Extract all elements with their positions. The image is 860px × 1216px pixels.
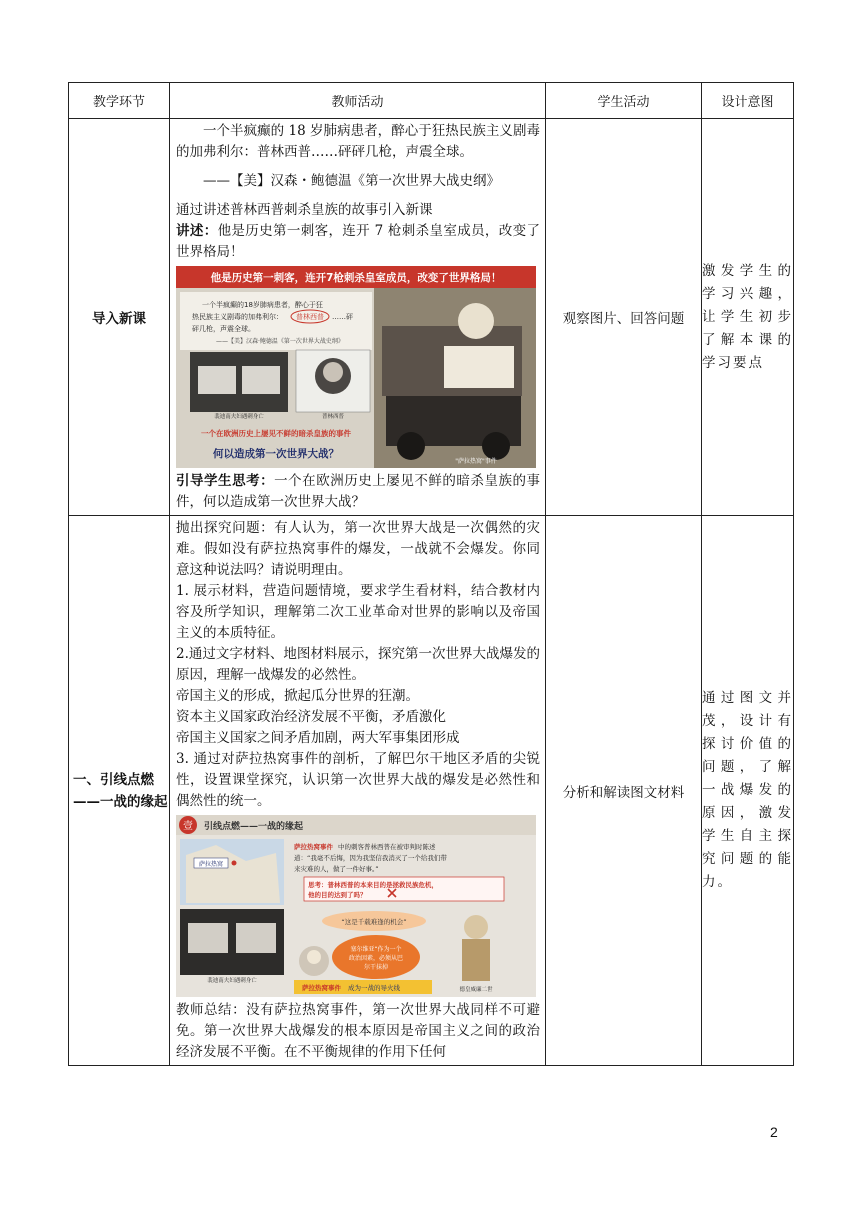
slide-quote-line2b: ……砰	[332, 313, 353, 321]
slide-footer-b: 成为一战的导火线	[348, 984, 400, 992]
teacher-summary: 教师总结：没有萨拉热窝事件，第一次世界大战同样不可避免。第一次世界大战爆发的根本原因是帝国主义之间的政治经济发展不平衡。在不平衡规律的作用下任何	[176, 1002, 540, 1060]
step-2: 2.通过文字材料、地图材料展示，探究第一次世界大战爆发的原因，理解一战爆发的必然性。	[176, 646, 540, 683]
slide-event-text3: 来灾难的人，做了一件好事。”	[294, 865, 379, 873]
explore-question: 抛出探究问题：有人认为，第一次世界大战是一次偶然的灾难。假如没有萨拉热窝事件的爆发，一战就不会爆发。你同意这种说法吗？请说明理由。	[176, 520, 540, 578]
slide-quote-line3: 砰几枪，声震全球。	[192, 325, 255, 333]
lead-in-text: 通过讲述普林西普刺杀皇族的故事引入新课	[176, 202, 433, 218]
slide-event-text1: 中的刺客普林西普在被审判时陈述	[338, 843, 436, 851]
student-activity-intro: 观察图片、回答问题	[546, 119, 702, 516]
design-intent-origin: 通过图文并茂，设计有探讨价值的问题，了解一战爆发的原因，激发学生自主探究问题的能力。	[702, 516, 794, 1066]
slide-caption-left: 裴迪南夫妇遇刺身亡	[214, 414, 264, 420]
step-1: 1. 展示材料，营造问题情境，要求学生看材料，结合教材内容及所学知识，理解第二次工业革命对世界的影响以及帝国主义的本质特征。	[176, 583, 540, 641]
slide-quote-line2a: 热民族主义剧毒的加弗利尔：	[192, 313, 283, 321]
slide-bubble2c: 尔干抹掉	[363, 964, 389, 971]
origin-slide-image	[176, 815, 536, 997]
guide-paragraph	[176, 471, 540, 513]
page-number: 2	[770, 1124, 778, 1140]
point-uneven-development: 资本主义国家政治经济发展不平衡，矛盾激化	[176, 709, 446, 725]
slide-question: 何以造成第一次世界大战？	[213, 448, 339, 460]
slide-caption-right: "萨拉热窝"事件	[455, 458, 497, 465]
header-teacher: 教师活动	[170, 83, 546, 119]
step-3: 3. 通过对萨拉热窝事件的剖析，了解巴尔干地区矛盾的尖锐性，设置课堂探究，认识第一次世界大战的爆发是必然性和偶然性的统一。	[176, 751, 540, 809]
lecture-text: 他是历史第一刺客，连开 7 枪刺杀皇室成员，改变了世界格局！	[176, 223, 541, 260]
stage-intro: 导入新课	[69, 119, 170, 516]
slide-caption-mid: 普林西普	[321, 414, 345, 420]
slide-badge: 壹	[183, 821, 193, 832]
guide-label: 引导学生思考：	[176, 473, 275, 489]
header-intent: 设计意图	[702, 83, 794, 119]
teacher-activity-intro	[170, 119, 546, 516]
slide-banner: 他是历史第一刺客，连开7枪刺杀皇室成员，改变了世界格局！	[210, 272, 502, 284]
design-intent-intro: 激发学生的学习兴趣，让学生初步了解本课的学习要点	[702, 119, 794, 516]
point-imperialism: 帝国主义的形成，掀起瓜分世界的狂潮。	[176, 688, 419, 704]
slide-footer-a: 萨拉热窝事件	[302, 984, 341, 992]
slide-title: 引线点燃——一战的缘起	[204, 822, 304, 832]
row-intro	[69, 119, 794, 516]
header-stage: 教学环节	[69, 83, 170, 119]
header-row	[69, 83, 794, 119]
slide-quote-source: ——【美】汉森·鲍德温《第一次世界大战史纲》	[216, 338, 344, 345]
slide-bubble2b: 政治因素，必须从巴	[348, 955, 404, 962]
slide-quote-highlight: 普林西普	[296, 313, 324, 321]
student-activity-origin: 分析和解读图文材料	[546, 516, 702, 1066]
slide-think2: 他的目的达到了吗？	[308, 891, 367, 899]
lecture-label: 讲述：	[176, 223, 218, 239]
slide-event-name: 萨拉热窝事件	[294, 843, 333, 851]
slide-quote-line1: 一个半疯癫的18岁肺病患者，醉心于狂	[202, 301, 323, 309]
point-military-blocs: 帝国主义国家之间矛盾加剧，两大军事集团形成	[176, 730, 460, 746]
row-origin	[69, 516, 794, 1066]
slide2-caption-left: 裴迪南夫妇遇刺身亡	[207, 978, 257, 984]
teacher-activity-origin	[170, 516, 546, 1066]
guide-text: 一个在欧洲历史上屡见不鲜的暗杀皇族的事件，何以造成第一次世界大战？	[176, 473, 541, 510]
slide-think1: 思考：普林西普的本来目的是拯救民族危机，	[308, 881, 438, 889]
lecture-paragraph	[176, 221, 540, 263]
header-student: 学生活动	[546, 83, 702, 119]
slide2-caption-right: 德皇威廉二世	[459, 987, 493, 993]
assassination-slide-image	[176, 266, 536, 468]
lesson-plan-table	[68, 82, 794, 1066]
slide-red-line: 一个在欧洲历史上屡见不鲜的暗杀皇族的事件	[201, 429, 351, 438]
quote-source: ——【美】汉森・鲍德温《第一次世界大战史纲》	[203, 173, 500, 189]
slide-bubble1: “这是千载难逢的机会”	[341, 918, 407, 926]
quote-text: 一个半疯癫的 18 岁肺病患者，醉心于狂热民族主义剧毒的加弗利尔：普林西普……砰砰几枪，声震全球。	[176, 123, 540, 160]
stage-origin: 一、引线点燃——一战的缘起	[69, 516, 170, 1066]
map-label: 萨拉热窝	[198, 861, 224, 868]
slide-bubble2a: 塞尔维亚“作为一个	[350, 946, 402, 953]
slide-event-text2: 道：“我毫不后悔，因为我坚信我消灭了一个给我们带	[294, 854, 447, 862]
